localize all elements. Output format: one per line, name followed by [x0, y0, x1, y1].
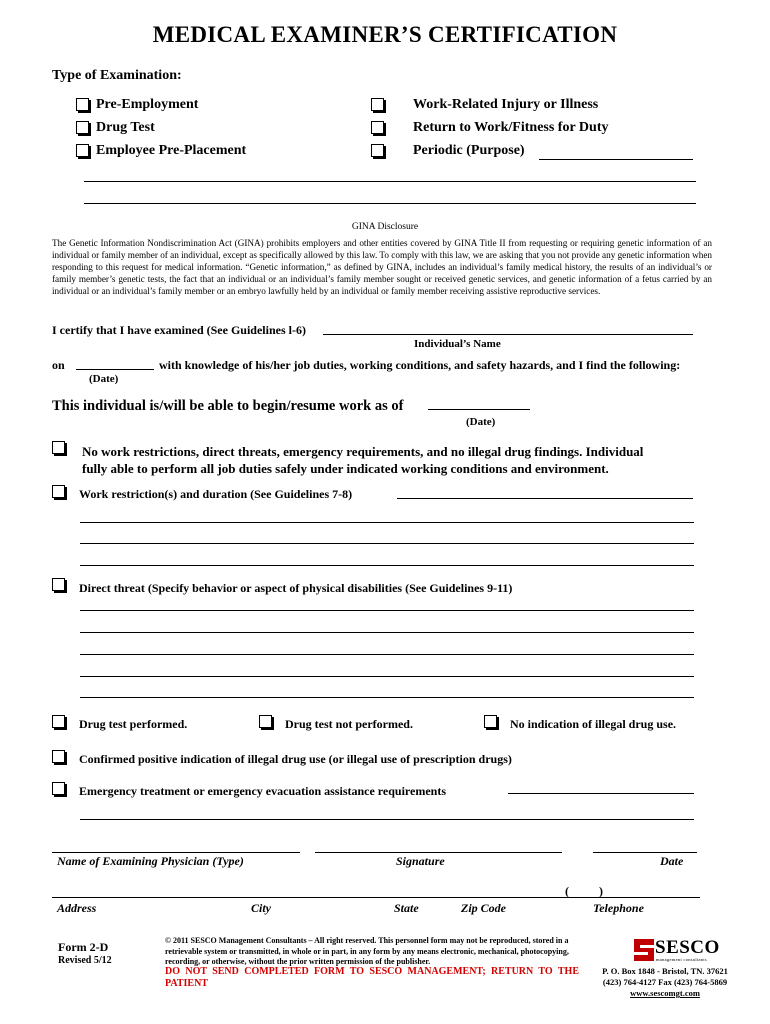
city-label: City: [251, 901, 271, 915]
telephone-label: Telephone: [593, 901, 644, 915]
sesco-logo-icon: [634, 939, 654, 961]
form-title: MEDICAL EXAMINER’S CERTIFICATION: [152, 22, 618, 47]
direct-threat-line-2[interactable]: [80, 632, 694, 633]
copyright-text: © 2011 SESCO Management Consultants – All right reserved. This personnel form may not be reproduced, stored in a retrievable system or transmitted, in whole or in part, in any form by any means electronic, mechanical, photocopying, recording, or otherwise, without the prior written permission of the publisher.: [165, 936, 569, 966]
periodic-label: Periodic (Purpose): [413, 143, 525, 158]
signature-label: Signature: [396, 854, 445, 868]
knowledge-text: with knowledge of his/her job duties, working conditions, and safety hazards, and I find the following:: [159, 358, 681, 372]
work-begin-date-label: (Date): [466, 416, 496, 428]
date-label: Date: [660, 854, 684, 868]
no-restrictions-text-2: fully able to perform all job duties safely under indicated working conditions and environment.: [82, 461, 609, 476]
confirmed-positive-label: Confirmed positive indication of illegal drug use (or illegal use of prescription drugs): [79, 752, 512, 766]
zip-label: Zip Code: [461, 901, 506, 915]
work-restrictions-checkbox[interactable]: [52, 485, 65, 498]
pre-employment-label: Pre-Employment: [96, 97, 199, 112]
drug-test-label: Drug Test: [96, 120, 155, 135]
work-restrictions-field[interactable]: [397, 498, 693, 499]
emergency-line-2[interactable]: [80, 819, 694, 820]
work-restrictions-line-3[interactable]: [80, 543, 694, 544]
sesco-address: P. O. Box 1848 - Bristol, TN. 37621: [602, 966, 728, 976]
confirmed-positive-checkbox[interactable]: [52, 750, 65, 763]
individual-name-label: Individual’s Name: [414, 338, 501, 350]
drug-test-performed-checkbox[interactable]: [52, 715, 65, 728]
physician-name-label: Name of Examining Physician (Type): [57, 854, 244, 868]
work-restrictions-text: Work restriction(s) and duration (See Guidelines 7-8): [79, 487, 353, 501]
address-label: Address: [57, 901, 97, 915]
emergency-field[interactable]: [508, 793, 694, 794]
work-related-injury-checkbox[interactable]: [371, 98, 384, 111]
signature-field[interactable]: [315, 852, 562, 853]
phone-area-code: ( ): [565, 884, 603, 898]
no-indication-label: No indication of illegal drug use.: [510, 717, 677, 731]
direct-threat-checkbox[interactable]: [52, 578, 65, 591]
return-to-work-checkbox[interactable]: [371, 121, 384, 134]
sesco-phone: (423) 764-4127 Fax (423) 764-5869: [602, 977, 728, 987]
exam-type-label: Type of Examination:: [52, 68, 182, 83]
employee-pre-placement-checkbox[interactable]: [76, 144, 89, 157]
direct-threat-line-1[interactable]: [80, 610, 694, 611]
emergency-checkbox[interactable]: [52, 782, 65, 795]
work-restrictions-line-4[interactable]: [80, 565, 694, 566]
work-begin-text: This individual is/will be able to begin/resume work as of: [52, 398, 404, 414]
direct-threat-line-4[interactable]: [80, 676, 694, 677]
purpose-line-1[interactable]: [84, 181, 696, 182]
direct-threat-text: Direct threat (Specify behavior or aspect of physical disabilities (See Guidelines 9-11): [79, 581, 513, 595]
purpose-line-2[interactable]: [84, 203, 696, 204]
employee-pre-placement-label: Employee Pre-Placement: [96, 143, 247, 158]
form-revised: Revised 5/12: [58, 955, 112, 966]
periodic-purpose-field[interactable]: [539, 159, 693, 160]
signature-date-field[interactable]: [593, 852, 697, 853]
emergency-label: Emergency treatment or emergency evacuation assistance requirements: [79, 784, 447, 798]
gina-text: The Genetic Information Nondiscrimination Act (GINA) prohibits employers and other entities covered by GINA Title II from requesting or requiring genetic information of an individual or family member of an individual, except as specifically allowed by this law. To comply with this law, we are asking that you not provide any genetic information when responding to this request for medical information. “Genetic information,” as defined by GINA, includes an individual’s family medical history, the results of an individual’s or family member’s genetic tests, the fact that an individual or an individual’s family member sought or received genetic services, and genetic information of a fetus carried by an individual or an individual’s family member or an embryo lawfully held by an individual or family member receiving assistive reproductive services.: [52, 238, 712, 296]
periodic-checkbox[interactable]: [371, 144, 384, 157]
direct-threat-line-5[interactable]: [80, 697, 694, 698]
do-not-send-warning: DO NOT SEND COMPLETED FORM TO SESCO MANAGEMENT; RETURN TO THE PATIENT: [165, 966, 579, 989]
physician-name-field[interactable]: [52, 852, 300, 853]
exam-date-field[interactable]: [76, 369, 154, 370]
drug-test-checkbox[interactable]: [76, 121, 89, 134]
gina-heading: GINA Disclosure: [351, 222, 419, 232]
sesco-logo-subtitle: management consultants: [656, 957, 707, 962]
sesco-website-link[interactable]: www.sescomgt.com: [630, 988, 700, 998]
on-label: on: [52, 358, 65, 372]
no-indication-checkbox[interactable]: [484, 715, 497, 728]
drug-test-not-performed-checkbox[interactable]: [259, 715, 272, 728]
exam-date-label: (Date): [89, 373, 119, 385]
work-begin-date-field[interactable]: [428, 409, 530, 410]
direct-threat-line-3[interactable]: [80, 654, 694, 655]
pre-employment-checkbox[interactable]: [76, 98, 89, 111]
individual-name-field[interactable]: [323, 334, 693, 335]
form-number: Form 2-D: [58, 940, 109, 954]
return-to-work-label: Return to Work/Fitness for Duty: [413, 120, 609, 135]
no-restrictions-checkbox[interactable]: [52, 441, 65, 454]
drug-test-performed-label: Drug test performed.: [79, 717, 188, 731]
no-restrictions-text-1: No work restrictions, direct threats, emergency requirements, and no illegal drug findings. Individual: [82, 444, 644, 459]
work-related-injury-label: Work-Related Injury or Illness: [413, 97, 599, 112]
certify-text: I certify that I have examined (See Guidelines l-6): [52, 323, 306, 337]
sesco-logo-text: SESCO: [655, 937, 720, 958]
drug-test-not-performed-label: Drug test not performed.: [285, 717, 413, 731]
work-restrictions-line-2[interactable]: [80, 522, 694, 523]
state-label: State: [394, 901, 419, 915]
